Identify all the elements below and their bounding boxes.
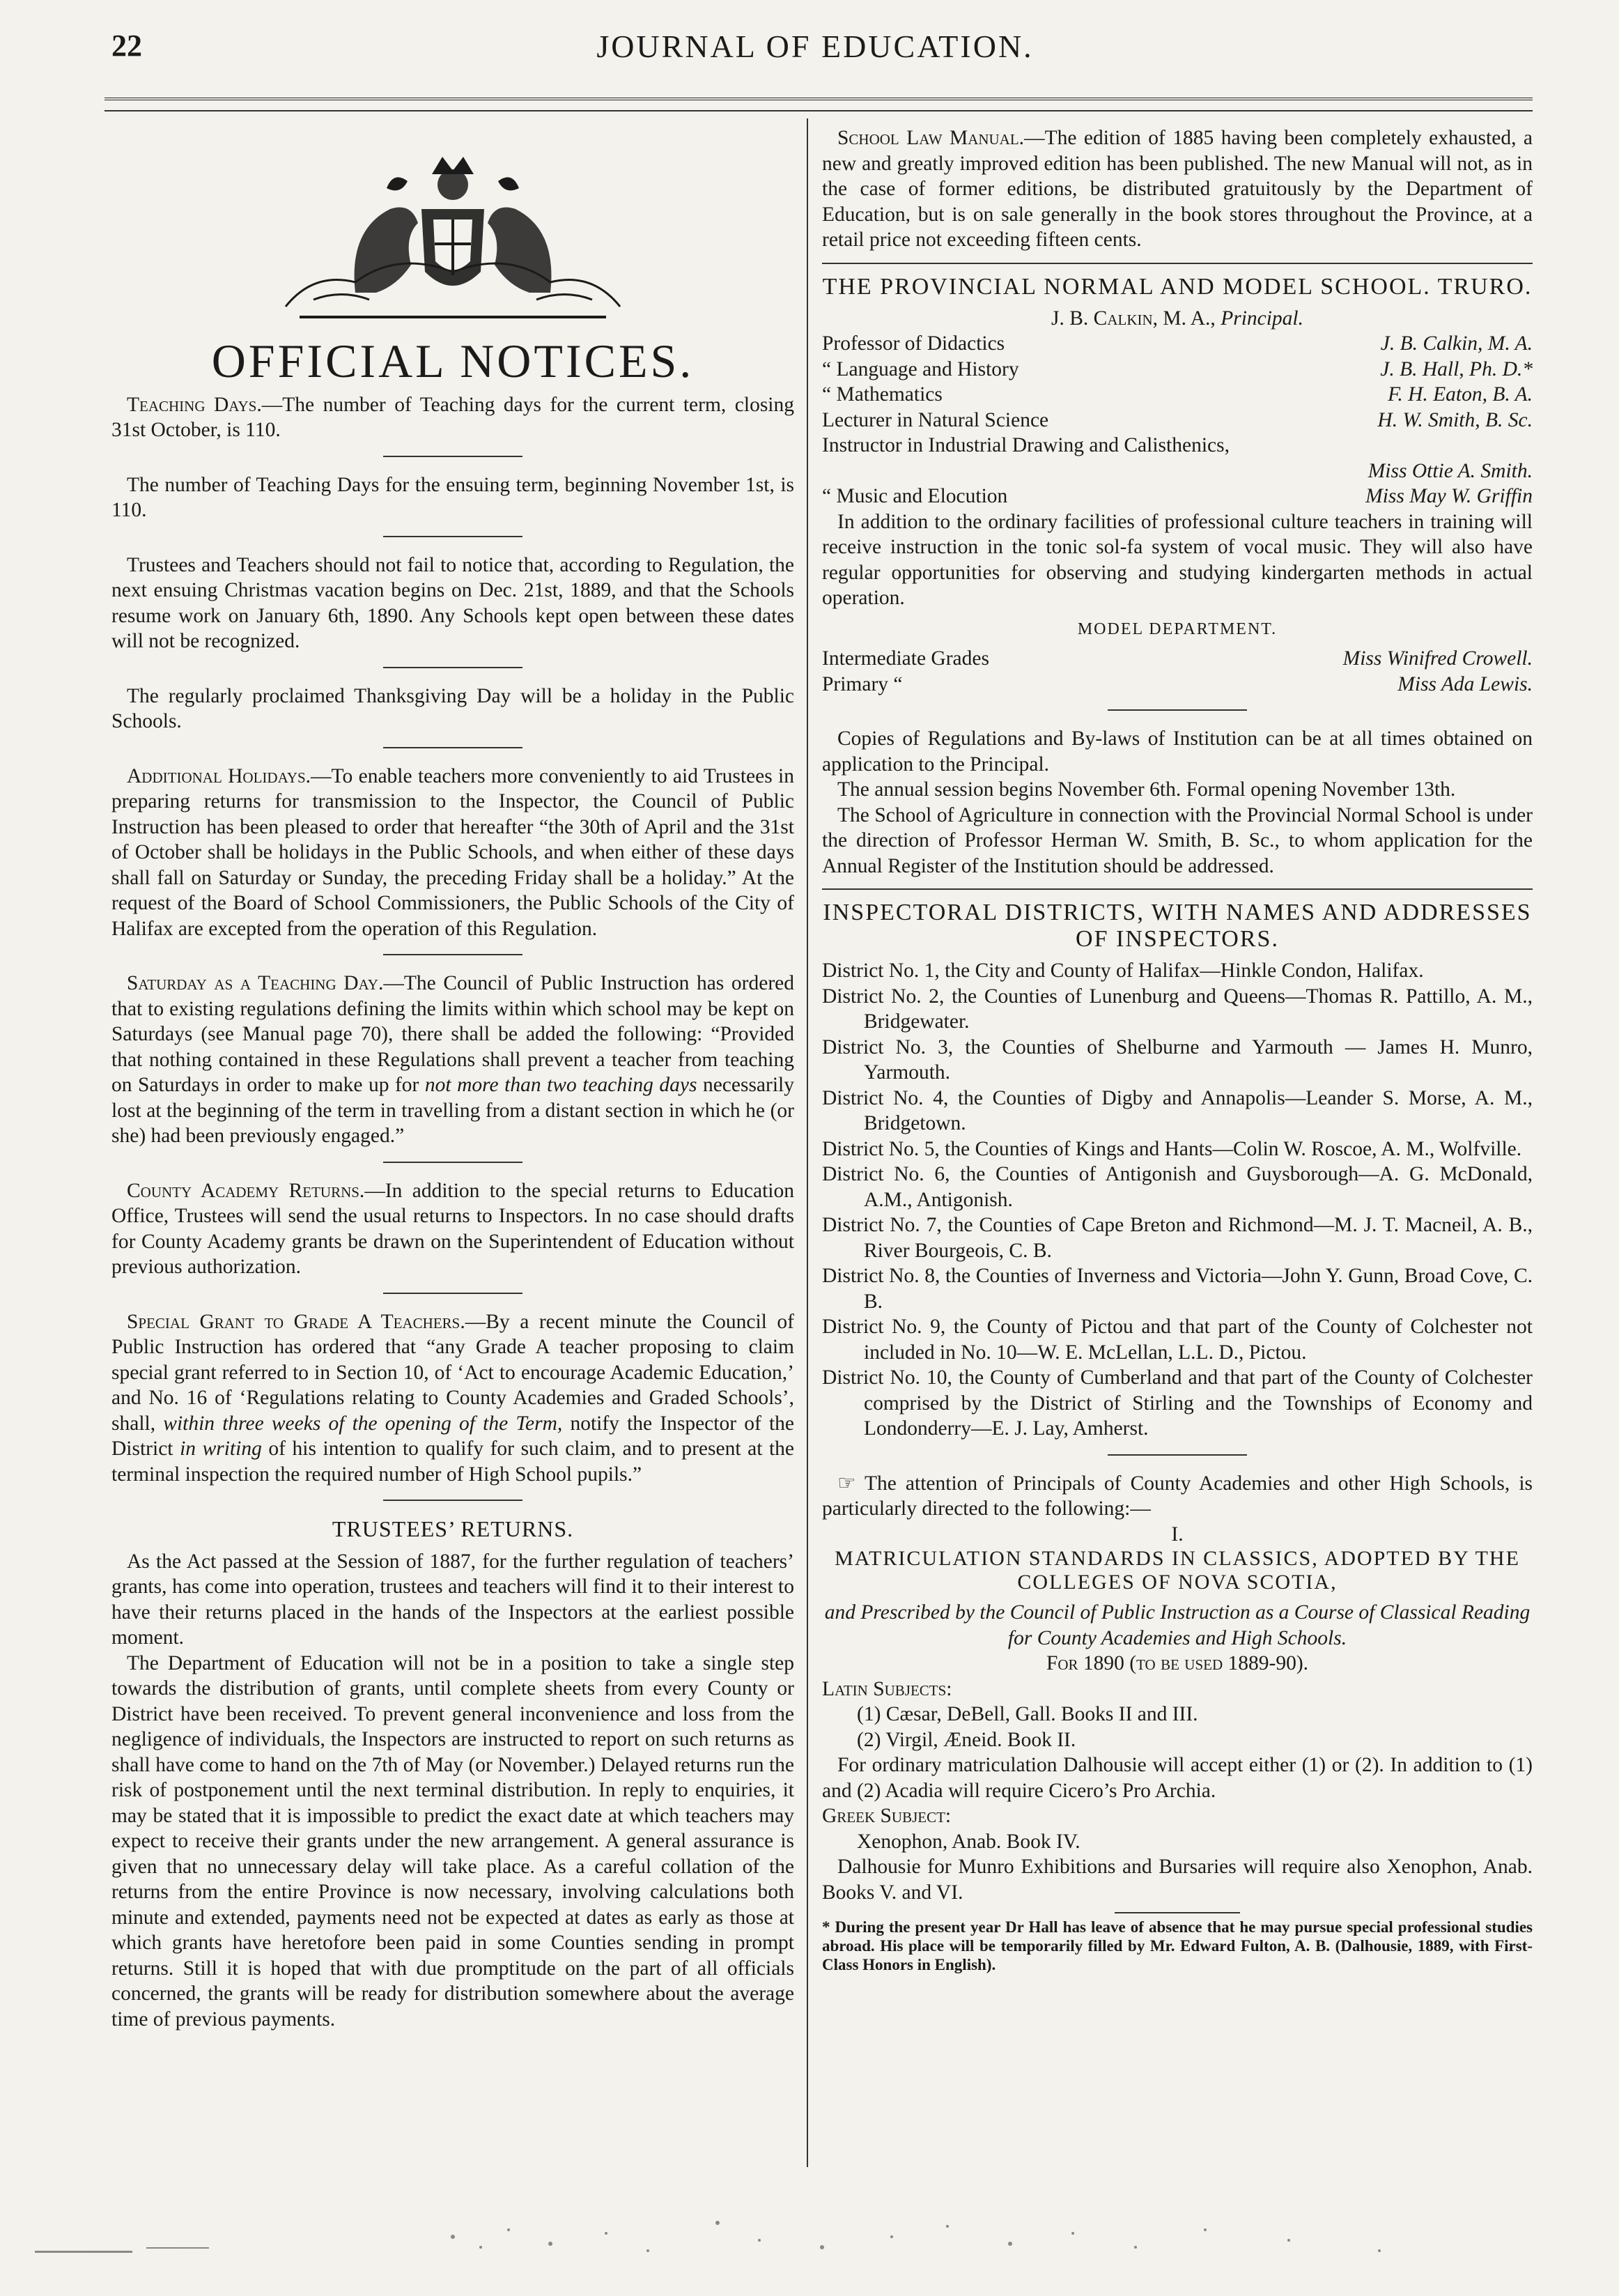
- staff-name: H. W. Smith, B. Sc.: [1377, 408, 1533, 431]
- district-item: District No. 3, the Counties of Shelburne and Yarmouth — James H. Munro, Yarmouth.: [822, 1035, 1533, 1084]
- model-staff-role: Primary “: [822, 672, 903, 695]
- teaching-days-label: Teaching Days.: [127, 393, 262, 416]
- normal-school-heading: THE PROVINCIAL NORMAL AND MODEL SCHOOL. TRURO.: [822, 273, 1533, 300]
- special-grant-text-a: —By a recent minute the Council of Public Instruction has ordered that “any Grade A teacher proposing to claim special grant referred to in Section 10, of ‘Act to encourage Academic Education,’ and No. 16 of ‘Regulations relating to County Academies and Graded Schools’, shall,: [111, 1310, 794, 1435]
- latin-item-1: (1) Cæsar, DeBell, Gall. Books II and III.: [857, 1703, 1198, 1725]
- special-grant-notice: [111, 1309, 794, 1488]
- saturday-notice: [111, 971, 794, 1149]
- principal-line: [822, 306, 1533, 332]
- tonic-solfa-paragraph: In addition to the ordinary facilities of professional culture teachers in training will receive instruction in the tonic sol-fa system of vocal music. They will also have regular opportunities for observing and studying kindergarten methods in actual operation.: [822, 510, 1533, 609]
- ensuing-term-notice: The number of Teaching Days for the ensuing term, beginning November 1st, is 110.: [111, 473, 794, 521]
- special-grant-italic-a: within three weeks of the opening of the Term,: [163, 1412, 563, 1435]
- staff-row: [822, 331, 1533, 357]
- separator: [383, 456, 522, 457]
- saturday-italic: not more than two teaching days: [424, 1074, 697, 1096]
- principal-role: Principal.: [1221, 307, 1303, 330]
- saturday-label: Saturday as a Teaching Day.: [127, 972, 384, 994]
- running-title: JOURNAL OF EDUCATION.: [596, 29, 1034, 64]
- royal-crest-icon: [272, 132, 634, 334]
- district-item: District No. 4, the Counties of Digby and Annapolis—Leander S. Morse, A. M., Bridgetown.: [822, 1086, 1533, 1134]
- latin-subjects-label: Latin Subjects:: [822, 1677, 952, 1700]
- model-department-heading: MODEL DEPARTMENT.: [1077, 619, 1278, 638]
- district-item: District No. 1, the City and County of Halifax—Hinkle Condon, Halifax.: [822, 960, 1424, 982]
- staff-row: [822, 382, 1533, 408]
- agriculture-paragraph: The School of Agriculture in connection with the Provincial Normal School is under the direction of Professor Herman W. Smith, B. Sc., to whom application for the Annual Register of the Institution should be addressed.: [822, 803, 1533, 877]
- separator: [383, 1162, 522, 1163]
- left-column: [111, 125, 794, 2032]
- district-item: District No. 8, the Counties of Inverness and Victoria—John Y. Gunn, Broad Cove, C. B.: [822, 1265, 1533, 1313]
- district-item: District No. 10, the County of Cumberland and that part of the County of Colchester comprised by the District of Stirling and the Townships of Economy and Londonderry—E. J. Lay, Amherst.: [822, 1366, 1533, 1440]
- separator: [383, 1293, 522, 1294]
- model-staff-role: Intermediate Grades: [822, 647, 989, 670]
- staff-row: [822, 357, 1533, 383]
- latin-note: For ordinary matriculation Dalhousie will accept either (1) or (2). In addition to (1) and (2) Acadia will require Cicero’s Pro Archia.: [822, 1754, 1533, 1802]
- staff-name: F. H. Eaton, B. A.: [1388, 383, 1533, 406]
- staff-name: J. B. Calkin, M. A.: [1380, 332, 1533, 355]
- staff-role: “ Mathematics: [822, 383, 943, 406]
- music-name: Miss May W. Griffin: [1365, 485, 1533, 507]
- attention-text: The attention of Principals of County Academies and other High Schools, is particularly directed to the following:—: [822, 1472, 1533, 1520]
- staff-role: “ Language and History: [822, 357, 1019, 380]
- page-header: [104, 28, 1526, 77]
- district-item: District No. 2, the Counties of Lunenburg and Queens—Thomas R. Pattillo, A. M., Bridgewater.: [822, 985, 1533, 1033]
- special-grant-text-c: of his intention to qualify for such claim, and to present at the terminal inspection the required number of High School pupils.”: [111, 1438, 794, 1486]
- model-staff-row: [822, 646, 1533, 672]
- music-row: [822, 484, 1533, 509]
- separator: [1108, 1454, 1247, 1456]
- column-divider: [807, 118, 808, 2167]
- header-rule: [104, 98, 1533, 100]
- district-item: District No. 9, the County of Pictou and that part of the County of Colchester not included in No. 10—W. E. McLellan, L.L. D., Pictou.: [822, 1316, 1533, 1364]
- attention-notice: [822, 1471, 1533, 1522]
- scan-noise: [21, 2209, 1588, 2272]
- special-grant-text-b: notify the Inspector of the District: [111, 1412, 794, 1460]
- district-item: District No. 5, the Counties of Kings and Hants—Colin W. Roscoe, A. M., Wolfville.: [822, 1137, 1522, 1160]
- official-notices-heading: OFFICIAL NOTICES.: [211, 334, 695, 387]
- page-number: 22: [111, 29, 142, 63]
- saturday-text-a: —The Council of Public Instruction has ordered that to existing regulations defining the limits within which school may be kept on Saturdays (see Manual page 70), there shall be added the following: “Provided that nothing contained in these Regulations shall prevent a teacher from teaching on Saturdays in order to make up for: [111, 972, 794, 1096]
- trustees-returns-p2: The Department of Education will not be in a position to take a single step towards the distribution of grants, until complete sheets from every County or District have been received. To prevent general inconvenience and loss from the negligence of individuals, the Inspectors are instructed to report on such returns as shall have come to hand on the 7th of May (or November.) Delayed returns run the risk of postponement until the next terminal distribution. In reply to enquiries, it may be stated that it is impossible to predict the exact date at which teachers may expect to receive their grants under the new arrangement. A general assurance is given that no unnecessary delay will take place. As a careful collation of the returns from the entire Province is now necessary, involving calculations both minute and extended, payments need not be expected at dates as early as those at which grants have heretofore been paid in some Counties sending in prompt returns. Still it is hoped that with due promptitude on the part of all officials concerned, the grants will be ready for distribution somewhere about the average time of previous payments.: [111, 1651, 794, 2031]
- special-grant-label: Special Grant to Grade A Teachers.: [127, 1310, 465, 1333]
- staff-row: [822, 408, 1533, 433]
- roman-numeral: I.: [1171, 1523, 1184, 1546]
- greek-note: Dalhousie for Munro Exhibitions and Bursaries will require also Xenophon, Anab. Books V. and VI.: [822, 1856, 1533, 1904]
- thanksgiving-notice: The regularly proclaimed Thanksgiving Day will be a holiday in the Public Schools.: [111, 684, 794, 732]
- trustees-returns-heading: TRUSTEES’ RETURNS.: [332, 1516, 574, 1541]
- music-role: “ Music and Elocution: [822, 485, 1008, 507]
- school-law-manual-label: School Law Manual.: [837, 127, 1025, 149]
- greek-item-1: Xenophon, Anab. Book IV.: [857, 1830, 1080, 1853]
- staff-role: Professor of Didactics: [822, 332, 1005, 355]
- county-academy-label: County Academy Returns.: [127, 1179, 365, 1202]
- instructor-name: Miss Ottie A. Smith.: [1368, 459, 1533, 482]
- separator: [383, 667, 522, 668]
- greek-subject-label: Greek Subject:: [822, 1805, 952, 1827]
- copies-paragraph: Copies of Regulations and By-laws of Institution can be at all times obtained on application to the Principal.: [822, 727, 1533, 776]
- inspectoral-districts-heading: INSPECTORAL DISTRICTS, WITH NAMES AND ADDRESSES OF INSPECTORS.: [823, 900, 1532, 952]
- district-item: District No. 6, the Counties of Antigonish and Guysborough—A. G. McDonald, A.M., Antigonish.: [822, 1163, 1533, 1211]
- session-paragraph: The annual session begins November 6th. Formal opening November 13th.: [837, 778, 1456, 801]
- additional-holidays-text: —To enable teachers more conveniently to aid Trustees in preparing returns for transmission to the Inspector, the Council of Public Instruction has been pleased to order that hereafter “the 30th of April and the 31st of October shall be holidays in the Public Schools, and when either of these days shall fall on Saturday or Sunday, the preceding Friday shall be a holiday.” At the request of the Board of School Commissioners, the Public Schools of the City of Halifax are excepted from the operation of this Regulation.: [111, 764, 794, 940]
- matriculation-subheading: and Prescribed by the Council of Public Instruction as a Course of Classical Reading for County Academies and High Schools.: [824, 1601, 1531, 1649]
- latin-item-2: (2) Virgil, Æneid. Book II.: [857, 1728, 1076, 1751]
- county-academy-notice: [111, 1178, 794, 1280]
- matriculation-heading: MATRICULATION STANDARDS IN CLASSICS, ADOPTED BY THE COLLEGES OF NOVA SCOTIA,: [835, 1547, 1520, 1594]
- pointing-hand-icon: ☞: [837, 1472, 856, 1495]
- trustees-returns-p1: As the Act passed at the Session of 1887, for the further regulation of teachers’ grants, has come into operation, trustees and teachers will find it to their interest to have their returns placed in the hands of the Inspectors at the earliest possible moment.: [111, 1550, 794, 1649]
- teaching-days-text: —The number of Teaching days for the current term, closing 31st October, is 110.: [111, 393, 794, 441]
- separator: [383, 1500, 522, 1501]
- model-staff-name: Miss Winifred Crowell.: [1342, 647, 1533, 670]
- instructor-role: Instructor in Industrial Drawing and Calisthenics,: [822, 434, 1230, 456]
- header-rule-2: [104, 110, 1533, 111]
- separator: [1108, 709, 1247, 711]
- school-law-manual-text: —The edition of 1885 having been completely exhausted, a new and greatly improved edition has been published. The new Manual will not, as in the case of former editions, be distributed gratuitously by the Department of Education, but is on sale generally in the book stores throughout the Province, at a retail price not exceeding fifteen cents.: [822, 127, 1533, 251]
- additional-holidays-label: Additional Holidays.: [127, 764, 311, 787]
- county-academy-text: —In addition to the special returns to Education Office, Trustees will send the usual returns to Inspectors. In no case should drafts for County Academy grants be drawn on the Superintendent of Education without previous authorization.: [111, 1179, 794, 1278]
- additional-holidays-notice: [111, 764, 794, 942]
- separator: [383, 536, 522, 537]
- for-year-line: For 1890 (to be used 1889-90).: [1046, 1652, 1309, 1674]
- separator: [822, 888, 1533, 890]
- footnote: * During the present year Dr Hall has leave of absence that he may pursue special professional studies abroad. His place will be temporarily filled by Mr. Edward Fulton, A. B. (Dalhousie, 1889, with First-Class Honors in English).: [822, 1918, 1533, 1973]
- separator: [383, 954, 522, 955]
- model-staff-row: [822, 672, 1533, 698]
- principal-name: J. B. Calkin, M. A.,: [1051, 307, 1216, 330]
- staff-name: J. B. Hall, Ph. D.*: [1380, 357, 1533, 380]
- footnote-rule: [1115, 1912, 1240, 1913]
- district-item: District No. 7, the Counties of Cape Breton and Richmond—M. J. T. Macneil, A. B., River Bourgeois, C. B.: [822, 1214, 1533, 1262]
- staff-role: Lecturer in Natural Science: [822, 408, 1049, 431]
- separator: [822, 263, 1533, 264]
- instructor-row: [822, 459, 1533, 484]
- separator: [383, 747, 522, 748]
- special-grant-italic-b: in writing: [180, 1438, 262, 1460]
- model-staff-name: Miss Ada Lewis.: [1397, 672, 1533, 695]
- saturday-text-b: necessarily lost at the beginning of the term in travelling from a distant section in which he (or she) had been previously engaged.”: [111, 1074, 794, 1147]
- trustees-notice: Trustees and Teachers should not fail to notice that, according to Regulation, the next ensuing Christmas vacation begins on Dec. 21st, 1889, and that the Schools resume work on January 6th, 1890. Any Schools kept open between these dates will not be recognized.: [111, 553, 794, 652]
- right-column: [822, 125, 1533, 1974]
- teaching-days-notice: [111, 392, 794, 443]
- school-law-manual-notice: [822, 125, 1533, 253]
